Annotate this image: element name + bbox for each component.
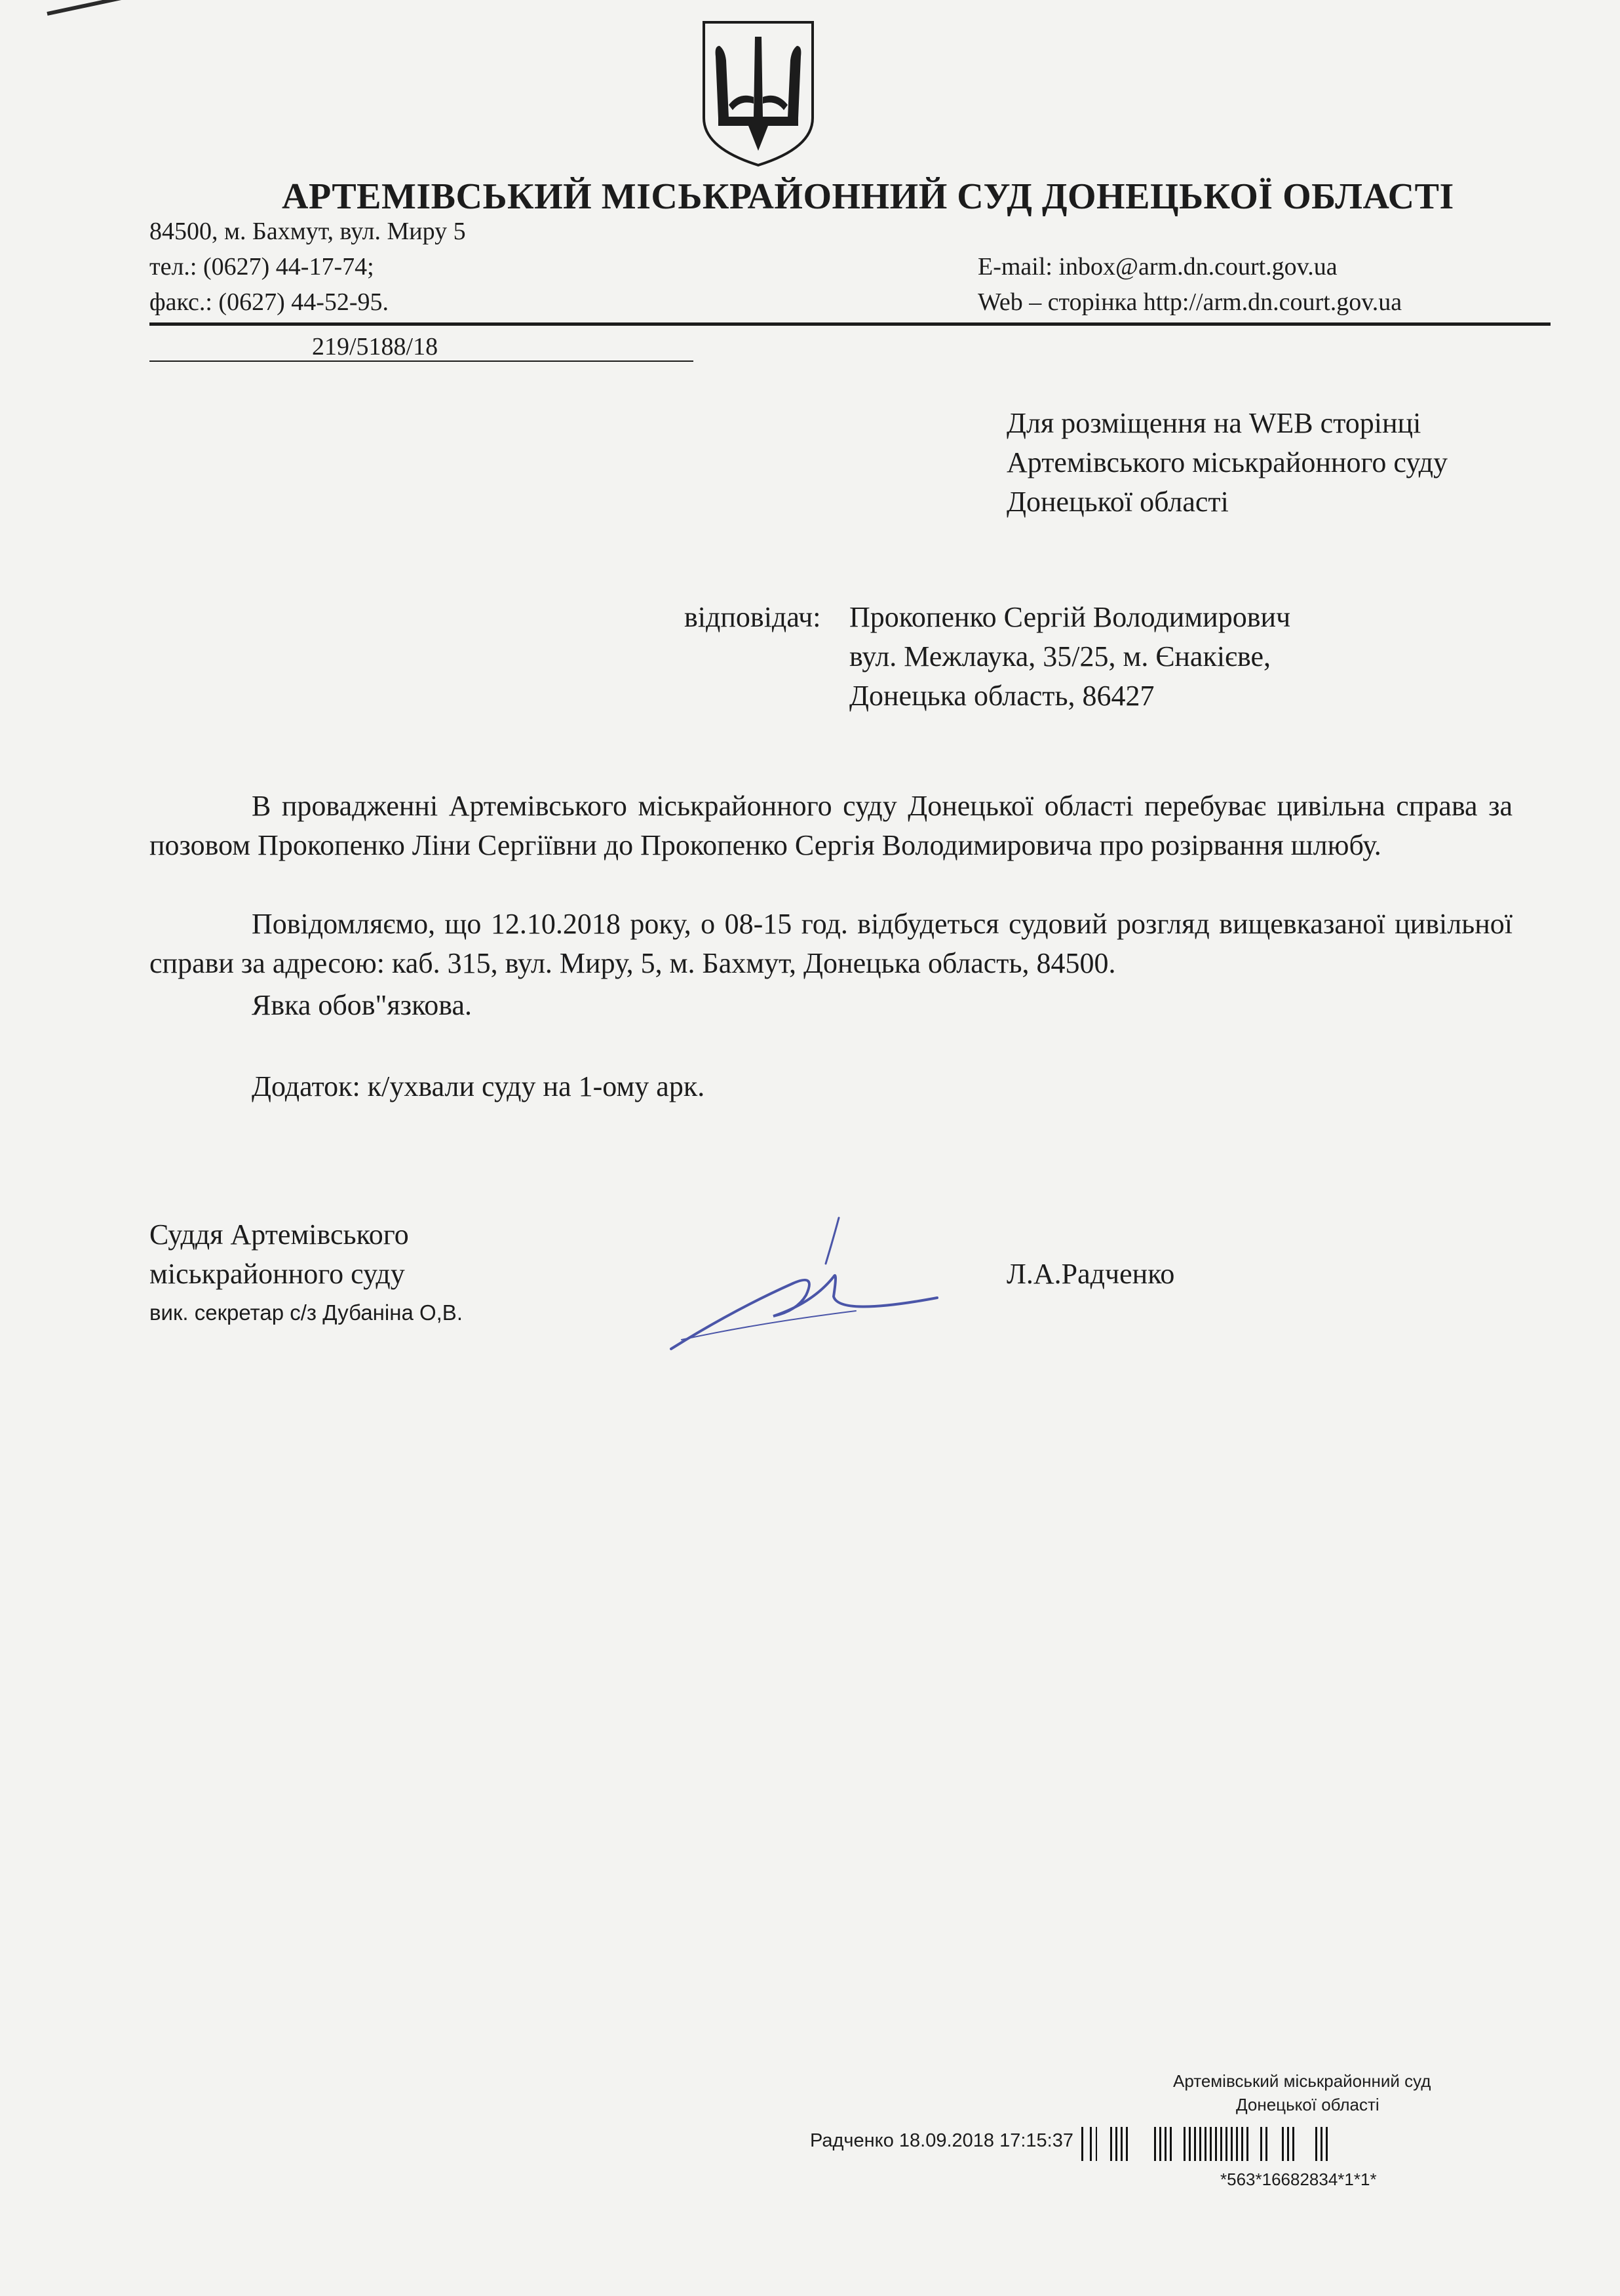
body-attachment-note: Додаток: к/ухвали суду на 1-ому арк. xyxy=(252,1070,705,1102)
judge-name: Л.А.Радченко xyxy=(1007,1258,1175,1290)
scan-mark xyxy=(47,0,150,16)
stamp-org-line-2: Донецької області xyxy=(1236,2095,1379,2114)
barcode-text: *563*16682834*1*1* xyxy=(1220,2170,1377,2189)
court-name: АРТЕМІВСЬКИЙ МІСЬКРАЙОННИЙ СУД ДОНЕЦЬКОЇ ОБЛАСТІ xyxy=(282,176,1454,217)
header-divider xyxy=(149,322,1551,326)
body-paragraph-2: Повідомляємо, що 12.10.2018 року, о 08-15 год. відбудеться судовий розгляд вищевказаної цивільної справи за адресою: каб. 315, вул. Миру, 5, м. Бахмут, Донецька область, 84500. xyxy=(149,908,1513,979)
respondent-address-2: Донецька область, 86427 xyxy=(849,680,1155,712)
respondent-address-1: вул. Межлаука, 35/25, м. Єнакієве, xyxy=(849,640,1271,672)
addressee-line-2: Артемівського міськрайонного суду xyxy=(1007,446,1448,478)
barcode xyxy=(1081,2127,1331,2169)
reference-number: 219/5188/18 xyxy=(312,333,438,360)
court-email: E-mail: inbox@arm.dn.court.gov.ua xyxy=(978,253,1338,281)
court-fax: факс.: (0627) 44-52-95. xyxy=(149,288,389,316)
body-paragraph-3: Явка обов"язкова. xyxy=(252,989,472,1021)
signatory-title-2: міськрайонного суду xyxy=(149,1258,405,1290)
reference-underline xyxy=(149,360,693,362)
court-address: 84500, м. Бахмут, вул. Миру 5 xyxy=(149,218,466,245)
court-phone: тел.: (0627) 44-17-74; xyxy=(149,253,374,281)
stamp-registration: Радченко 18.09.2018 17:15:37 xyxy=(810,2130,1073,2151)
addressee-line-3: Донецької області xyxy=(1007,486,1229,518)
reference-line xyxy=(149,333,693,362)
coat-of-arms-icon xyxy=(700,20,817,168)
respondent-name: Прокопенко Сергій Володимирович xyxy=(849,601,1291,633)
secretary-note: вик. секретар с/з Дубаніна О,В. xyxy=(149,1300,463,1325)
stamp-org-line-1: Артемівський міськрайонний суд xyxy=(1173,2071,1431,2091)
respondent-label: відповідач: xyxy=(684,601,821,633)
handwritten-signature xyxy=(662,1211,950,1355)
body-paragraph-1: В провадженні Артемівського міськрайонного суду Донецької області перебуває цивільна справа за позовом Прокопенко Ліни Сергіївни до Прокопенко Сергія Володимировича про розірвання шлюбу. xyxy=(149,790,1513,861)
addressee-line-1: Для розміщення на WEB сторінці xyxy=(1007,407,1421,439)
court-website: Web – сторінка http://arm.dn.court.gov.ua xyxy=(978,288,1402,316)
signatory-title-1: Суддя Артемівського xyxy=(149,1218,409,1251)
